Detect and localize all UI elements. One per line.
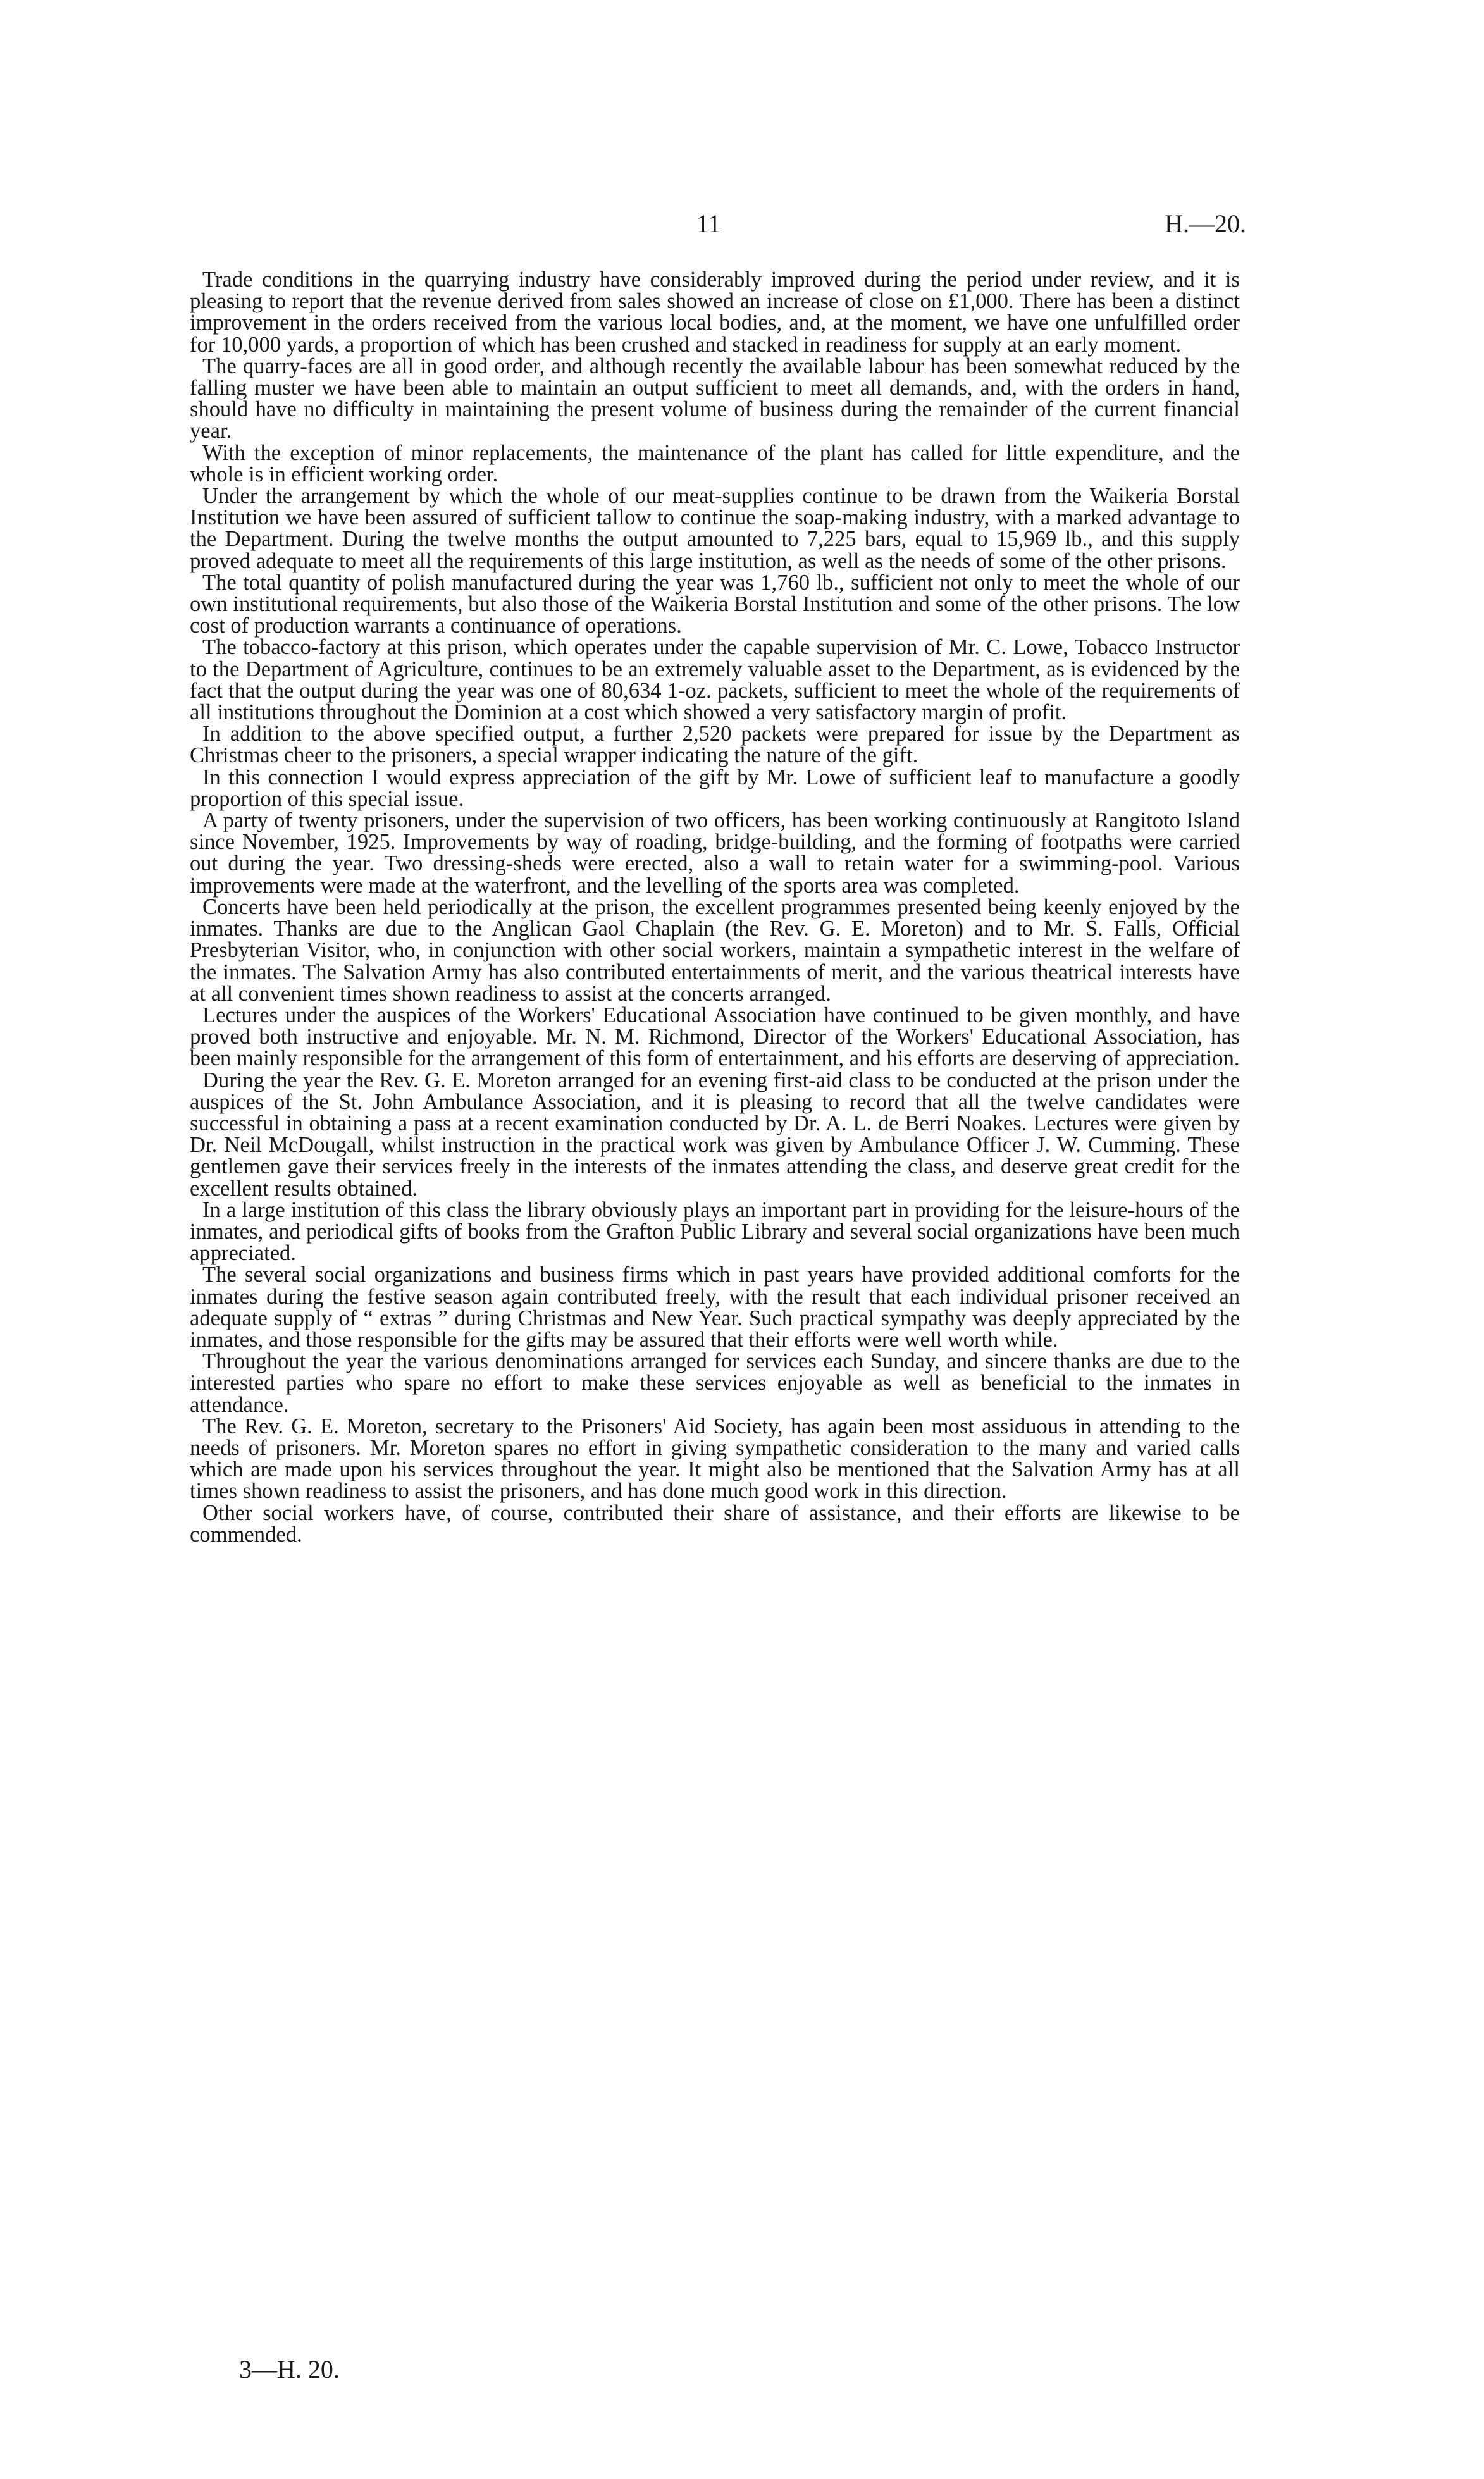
paragraph-quarry-faces: The quarry-faces are all in good order, and although recently the available labour has been somewhat reduced by the falling muster we have been able to maintain an output sufficient to meet all demands, and, with the orders in hand, should have no difficulty in maintaining the present volume of business during the remainder of the current financial year. [190,354,1240,443]
paragraph-lectures: Lectures under the auspices of the Workers' Educational Association have continued to be given monthly, and have proved both instructive and enjoyable. Mr. N. M. Richmond, Director of the Workers' Educational Association, has been mainly responsible for the arrangement of this form of entertainment, and his efforts are deserving of appreciation. [190,1003,1240,1071]
paragraph-plant-maintenance: With the exception of minor replacements, the maintenance of the plant has called for little expenditure, and the whole is in efficient working order. [190,440,1240,486]
paragraph-tobacco-factory: The tobacco-factory at this prison, which operates under the capable supervision of Mr. C. Lowe, Tobacco Instructor to the Department of Agriculture, continues to be an extremely valuable asset to the Department, as is evidenced by the fact that the output during the year was one of 80,634 1-oz. packets, sufficient to meet the whole of the requirements of all institutions throughout the Dominion at a cost which showed a very satisfactory margin of profit. [190,635,1240,725]
paragraph-other-social-workers: Other social workers have, of course, contributed their share of assistance, and their efforts are likewise to be commended. [190,1500,1240,1547]
page-number: 11 [696,209,721,238]
paragraph-festive-comforts: The several social organizations and business firms which in past years have provided additional comforts for the inmates during the festive season again contributed freely, with the result that each individual prisoner received an adequate supply of “ extras ” during Christmas and New Year. Such practical sympathy was deeply appreciated by the inmates, and those responsible for the gifts may be assured that their efforts were well worth while. [190,1263,1240,1352]
paragraph-gift-appreciation: In this connection I would express appreciation of the gift by Mr. Lowe of sufficient leaf to manufacture a goodly proportion of this special issue. [190,765,1240,811]
paragraph-concerts: Concerts have been held periodically at the prison, the excellent programmes presented being keenly enjoyed by the inmates. Thanks are due to the Anglican Gaol Chaplain (the Rev. G. E. Moreton) and to Mr. S. Falls, Official Presbyterian Visitor, who, in conjunction with other social workers, maintain a sympathetic interest in the welfare of the inmates. The Salvation Army has also contributed entertainments of merit, and the various theatrical interests have at all convenient times shown readiness to assist at the concerts arranged. [190,894,1240,1006]
paragraph-polish: The total quantity of polish manufactured during the year was 1,760 lb., sufficient not only to meet the whole of our own institutional requirements, but also those of the Waikeria Borstal Institution and some of the other prisons. The low cost of production warrants a continuance of operations. [190,570,1240,638]
document-reference: H.—20. [1165,209,1246,238]
paragraph-prisoners-aid-society: The Rev. G. E. Moreton, secretary to the Prisoners' Aid Society, has again been most assiduous in attending to the needs of prisoners. Mr. Moreton spares no effort in giving sympathetic consideration to the many and varied calls which are made upon his services throughout the year. It might also be mentioned that the Salvation Army has at all times shown readiness to assist the prisoners, and has done much good work in this direction. [190,1414,1240,1504]
paragraph-rangitoto-island: A party of twenty prisoners, under the supervision of two officers, has been working continuously at Rangitoto Island since November, 1925. Improvements by way of roading, bridge-building, and the forming of footpaths were carried out during the year. Two dressing-sheds were erected, also a wall to retain water for a swimming-pool. Various improvements were made at the waterfront, and the levelling of the sports area was completed. [190,808,1240,898]
paragraph-soap-making: Under the arrangement by which the whole of our meat-supplies continue to be drawn from the Waikeria Borstal Institution we have been assured of sufficient tallow to continue the soap-making industry, with a marked advantage to the Department. During the twelve months the output amounted to 7,225 bars, equal to 15,969 lb., and this supply proved adequate to meet all the requirements of this large institution, as well as the needs of some of the other prisons. [190,484,1240,573]
body-text [190,269,1240,1545]
paragraph-sunday-services: Throughout the year the various denominations arranged for services each Sunday, and sincere thanks are due to the interested parties who spare no effort to make these services enjoyable as well as beneficial to the inmates in attendance. [190,1349,1240,1417]
paragraph-library: In a large institution of this class the library obviously plays an important part in providing for the leisure-hours of the inmates, and periodical gifts of books from the Grafton Public Library and several social organizations have been much appreciated. [190,1197,1240,1266]
paragraph-first-aid-class: During the year the Rev. G. E. Moreton arranged for an evening first-aid class to be conducted at the prison under the auspices of the St. John Ambulance Association, and it is pleasing to record that all the twelve candidates were successful in obtaining a pass at a recent examination conducted by Dr. A. L. de Berri Noakes. Lectures were given by Dr. Neil McDougall, whilst instruction in the practical work was given by Ambulance Officer J. W. Cumming. These gentlemen gave their services freely in the interests of the inmates attending the class, and deserve great credit for the excellent results obtained. [190,1068,1240,1201]
paragraph-quarrying-trade: Trade conditions in the quarrying industry have considerably improved during the period under review, and it is pleasing to report that the revenue derived from sales showed an increase of close on £1,000. There has been a distinct improvement in the orders received from the various local bodies, and, at the moment, we have one unfulfilled order for 10,000 yards, a proportion of which has been crushed and stacked in readiness for supply at an early moment. [190,268,1240,357]
paragraph-christmas-packets: In addition to the above specified output, a further 2,520 packets were prepared for issue by the Department as Christmas cheer to the prisoners, a special wrapper indicating the nature of the gift. [190,722,1240,768]
footer-signature-reference: 3—H. 20. [239,2355,340,2383]
